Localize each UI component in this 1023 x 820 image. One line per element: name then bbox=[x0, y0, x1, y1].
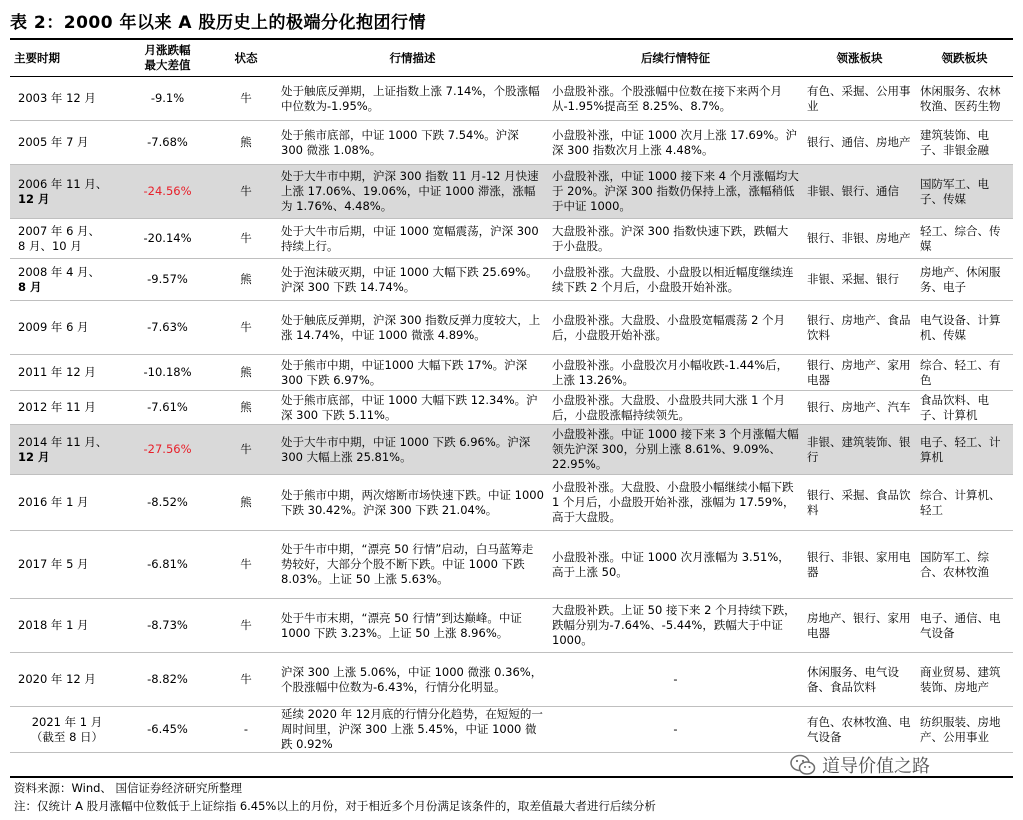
cell-follow: 小盘股补涨。中证 1000 接下来 3 个月涨幅大幅领先沪深 300，分别上涨 8.61%、9.09%、22.95%。 bbox=[548, 425, 803, 475]
cell-desc: 处于牛市末期，“漂亮 50 行情”到达巅峰。中证 1000 下跌 3.23%。上证 50 上涨 8.96%。 bbox=[277, 599, 548, 653]
source-note: 资料来源：Wind、 国信证券经济研究所整理 bbox=[14, 781, 243, 795]
cell-period bbox=[10, 355, 120, 391]
cell-lead: 有色、农林牧渔、电气设备 bbox=[803, 707, 916, 753]
cell-diff: -8.82% bbox=[120, 653, 215, 707]
cell-lead: 银行、非银、家用电器 bbox=[803, 531, 916, 599]
period-line1: 2006 年 11 月、 bbox=[18, 176, 108, 191]
cell-diff: -8.52% bbox=[120, 475, 215, 531]
period-line2: 8 月 bbox=[18, 279, 42, 294]
cell-period bbox=[10, 707, 120, 753]
cell-lag: 电子、通信、电气设备 bbox=[916, 599, 1013, 653]
cell-state: 熊 bbox=[215, 259, 277, 301]
cell-diff: -7.63% bbox=[120, 301, 215, 355]
table-row bbox=[10, 121, 1013, 165]
period-line1: 2005 年 7 月 bbox=[18, 135, 89, 149]
cell-state: 牛 bbox=[215, 653, 277, 707]
header-follow: 后续行情特征 bbox=[548, 40, 803, 77]
period-line1: 2014 年 11 月、 bbox=[18, 434, 108, 449]
period-line1: 2011 年 12 月 bbox=[18, 365, 96, 379]
cell-period bbox=[10, 259, 120, 301]
cell-lag: 综合、轻工、有色 bbox=[916, 355, 1013, 391]
cell-diff: -10.18% bbox=[120, 355, 215, 391]
table-row bbox=[10, 391, 1013, 425]
cell-period bbox=[10, 165, 120, 219]
cell-follow: 小盘股补涨。小盘股次月小幅收跌-1.44%后，上涨 13.26%。 bbox=[548, 355, 803, 391]
cell-lag: 休闲服务、农林牧渔、医药生物 bbox=[916, 77, 1013, 121]
cell-state: 牛 bbox=[215, 301, 277, 355]
cell-lag: 电子、轻工、计算机 bbox=[916, 425, 1013, 475]
cell-lead: 银行、采掘、食品饮料 bbox=[803, 475, 916, 531]
cell-desc: 处于牛市中期，“漂亮 50 行情”启动，白马蓝筹走势较好，大部分个股不断下跌。中证 1000 下跌 8.03%。上证 50 上涨 5.63%。 bbox=[277, 531, 548, 599]
cell-diff: -6.81% bbox=[120, 531, 215, 599]
wechat-icon bbox=[790, 754, 816, 776]
cell-lag: 商业贸易、建筑装饰、房地产 bbox=[916, 653, 1013, 707]
period-line1: 2012 年 11 月 bbox=[18, 400, 96, 414]
cell-state: 牛 bbox=[215, 531, 277, 599]
table-row bbox=[10, 475, 1013, 531]
cell-desc: 处于触底反弹期，上证指数上涨 7.14%，个股涨幅中位数为-1.95%。 bbox=[277, 77, 548, 121]
cell-state: 牛 bbox=[215, 219, 277, 259]
cell-desc: 处于熊市底部，中证 1000 下跌 7.54%。沪深 300 微涨 1.08%。 bbox=[277, 121, 548, 165]
cell-period bbox=[10, 653, 120, 707]
table-row bbox=[10, 707, 1013, 753]
cell-diff: -9.1% bbox=[120, 77, 215, 121]
cell-diff: -24.56% bbox=[120, 165, 215, 219]
header-desc: 行情描述 bbox=[277, 40, 548, 77]
cell-desc: 处于大牛市中期，中证 1000 下跌 6.96%。沪深 300 大幅上涨 25.81%。 bbox=[277, 425, 548, 475]
cell-lead: 银行、房地产、汽车 bbox=[803, 391, 916, 425]
period-line1: 2021 年 1 月 bbox=[31, 714, 103, 729]
cell-diff: -9.57% bbox=[120, 259, 215, 301]
table-row bbox=[10, 355, 1013, 391]
cell-lag: 建筑装饰、电子、非银金融 bbox=[916, 121, 1013, 165]
cell-lag: 房地产、休闲服务、电子 bbox=[916, 259, 1013, 301]
cell-lead: 非银、采掘、银行 bbox=[803, 259, 916, 301]
table-title: 表 2：2000 年以来 A 股历史上的极端分化抱团行情 bbox=[10, 13, 426, 33]
cell-lag: 国防军工、电子、传媒 bbox=[916, 165, 1013, 219]
cell-period bbox=[10, 77, 120, 121]
table-row bbox=[10, 653, 1013, 707]
cell-diff: -27.56% bbox=[120, 425, 215, 475]
cell-lead: 银行、房地产、家用电器 bbox=[803, 355, 916, 391]
cell-lead: 休闲服务、电气设备、食品饮料 bbox=[803, 653, 916, 707]
cell-lag: 电气设备、计算机、传媒 bbox=[916, 301, 1013, 355]
table-row bbox=[10, 599, 1013, 653]
table-row bbox=[10, 165, 1013, 219]
period-line1: 2007 年 6 月、 bbox=[18, 223, 101, 238]
cell-follow: 小盘股补涨。大盘股、小盘股宽幅震荡 2 个月后，小盘股开始补涨。 bbox=[548, 301, 803, 355]
period-line1: 2003 年 12 月 bbox=[18, 91, 96, 105]
header-lead: 领涨板块 bbox=[803, 40, 916, 77]
cell-period bbox=[10, 531, 120, 599]
cell-follow: 小盘股补涨。个股涨幅中位数在接下来两个月从-1.95%提高至 8.25%、8.7%。 bbox=[548, 77, 803, 121]
cell-state: 熊 bbox=[215, 391, 277, 425]
period-line1: 2009 年 6 月 bbox=[18, 320, 89, 334]
cell-lag: 食品饮料、电子、计算机 bbox=[916, 391, 1013, 425]
cell-state: 牛 bbox=[215, 77, 277, 121]
cell-lead: 非银、银行、通信 bbox=[803, 165, 916, 219]
cell-period bbox=[10, 475, 120, 531]
cell-follow: 大盘股补涨。沪深 300 指数快速下跌，跌幅大于小盘股。 bbox=[548, 219, 803, 259]
cell-diff: -6.45% bbox=[120, 707, 215, 753]
watermark-text: 道导价值之路 bbox=[822, 756, 930, 777]
header-lag: 领跌板块 bbox=[916, 40, 1013, 77]
cell-lead: 银行、通信、房地产 bbox=[803, 121, 916, 165]
cell-state: 牛 bbox=[215, 599, 277, 653]
period-line2: 8 月、10 月 bbox=[18, 238, 82, 253]
period-line1: 2017 年 5 月 bbox=[18, 557, 89, 571]
cell-follow: 小盘股补涨，中证 1000 次月上涨 17.69%。沪深 300 指数次月上涨 4.48%。 bbox=[548, 121, 803, 165]
cell-diff: -8.73% bbox=[120, 599, 215, 653]
table-row bbox=[10, 77, 1013, 121]
period-line2: 12 月 bbox=[18, 191, 50, 206]
cell-state: 熊 bbox=[215, 475, 277, 531]
cell-period bbox=[10, 391, 120, 425]
cell-lag: 纺织服装、房地产、公用事业 bbox=[916, 707, 1013, 753]
period-line2: 12 月 bbox=[18, 449, 50, 464]
cell-period bbox=[10, 599, 120, 653]
period-line2: （截至 8 日） bbox=[30, 729, 104, 744]
cell-diff: -7.68% bbox=[120, 121, 215, 165]
header-diff: 月涨跌幅 最大差值 bbox=[120, 40, 215, 77]
watermark bbox=[790, 752, 930, 778]
cell-desc: 处于熊市底部，中证 1000 大幅下跌 12.34%。沪深 300 下跌 5.11%。 bbox=[277, 391, 548, 425]
cell-follow: 小盘股补涨。中证 1000 次月涨幅为 3.51%，高于上涨 50。 bbox=[548, 531, 803, 599]
cell-desc: 处于大牛市中期，沪深 300 指数 11 月-12 月快速上涨 17.06%、19.06%，中证 1000 滞涨，涨幅为 1.76%、4.48%。 bbox=[277, 165, 548, 219]
cell-follow: - bbox=[548, 653, 803, 707]
cell-state: - bbox=[215, 707, 277, 753]
cell-follow: - bbox=[548, 707, 803, 753]
period-line1: 2020 年 12 月 bbox=[18, 672, 96, 686]
cell-state: 牛 bbox=[215, 165, 277, 219]
period-line1: 2018 年 1 月 bbox=[18, 618, 89, 632]
cell-lead: 银行、房地产、食品饮料 bbox=[803, 301, 916, 355]
header-state: 状态 bbox=[215, 40, 277, 77]
data-table bbox=[10, 40, 1013, 753]
cell-period bbox=[10, 301, 120, 355]
cell-lead: 有色、采掘、公用事业 bbox=[803, 77, 916, 121]
cell-desc: 处于大牛市后期，中证 1000 宽幅震荡，沪深 300 持续上行。 bbox=[277, 219, 548, 259]
cell-desc: 沪深 300 上涨 5.06%，中证 1000 微涨 0.36%，个股涨幅中位数为-6.43%，行情分化明显。 bbox=[277, 653, 548, 707]
header-period: 主要时期 bbox=[10, 40, 120, 77]
cell-period bbox=[10, 219, 120, 259]
cell-follow: 小盘股补涨。大盘股、小盘股小幅继续小幅下跌 1 个月后，小盘股开始补涨，涨幅为 17.59%，高于大盘股。 bbox=[548, 475, 803, 531]
cell-state: 牛 bbox=[215, 425, 277, 475]
cell-desc: 处于触底反弹期，沪深 300 指数反弹力度较大，上涨 14.74%，中证 1000 微涨 4.89%。 bbox=[277, 301, 548, 355]
table-row bbox=[10, 301, 1013, 355]
cell-follow: 小盘股补涨，中证 1000 接下来 4 个月涨幅均大于 20%。沪深 300 指数仍保持上涨，涨幅稍低于中证 1000。 bbox=[548, 165, 803, 219]
cell-follow: 小盘股补涨。大盘股、小盘股共同大涨 1 个月后，小盘股涨幅持续领先。 bbox=[548, 391, 803, 425]
cell-follow: 大盘股补跌。上证 50 接下来 2 个月持续下跌，跌幅分别为-7.64%、-5.44%，跌幅大于中证 1000。 bbox=[548, 599, 803, 653]
cell-lag: 轻工、综合、传媒 bbox=[916, 219, 1013, 259]
cell-lead: 房地产、银行、家用电器 bbox=[803, 599, 916, 653]
cell-state: 熊 bbox=[215, 121, 277, 165]
period-line1: 2008 年 4 月、 bbox=[18, 264, 101, 279]
header-row bbox=[10, 40, 1013, 77]
cell-lead: 非银、建筑装饰、银行 bbox=[803, 425, 916, 475]
period-line1: 2016 年 1 月 bbox=[18, 495, 89, 509]
table-row bbox=[10, 531, 1013, 599]
table-row bbox=[10, 259, 1013, 301]
cell-desc: 处于泡沫破灭期，中证 1000 大幅下跌 25.69%。沪深 300 下跌 14.74%。 bbox=[277, 259, 548, 301]
footnote: 注：仅统计 A 股月涨幅中位数低于上证综指 6.45%以上的月份，对于相近多个月份满足该条件的，取差值最大者进行后续分析 bbox=[14, 799, 656, 813]
table-row bbox=[10, 219, 1013, 259]
cell-desc: 处于熊市中期，中证1000 大幅下跌 17%。沪深 300 下跌 6.97%。 bbox=[277, 355, 548, 391]
table-row bbox=[10, 425, 1013, 475]
cell-diff: -20.14% bbox=[120, 219, 215, 259]
cell-state: 熊 bbox=[215, 355, 277, 391]
cell-period bbox=[10, 425, 120, 475]
cell-period bbox=[10, 121, 120, 165]
cell-lag: 国防军工、综合、农林牧渔 bbox=[916, 531, 1013, 599]
cell-lag: 综合、计算机、轻工 bbox=[916, 475, 1013, 531]
cell-follow: 小盘股补涨。大盘股、小盘股以相近幅度继续连续下跌 2 个月后，小盘股开始补涨。 bbox=[548, 259, 803, 301]
cell-desc: 延续 2020 年 12月底的行情分化趋势，在短短的一周时间里，沪深 300 上涨 5.45%，中证 1000 微跌 0.92% bbox=[277, 707, 548, 753]
cell-diff: -7.61% bbox=[120, 391, 215, 425]
cell-desc: 处于熊市中期，两次熔断市场快速下跌。中证 1000 下跌 30.42%。沪深 300 下跌 21.04%。 bbox=[277, 475, 548, 531]
cell-lead: 银行、非银、房地产 bbox=[803, 219, 916, 259]
